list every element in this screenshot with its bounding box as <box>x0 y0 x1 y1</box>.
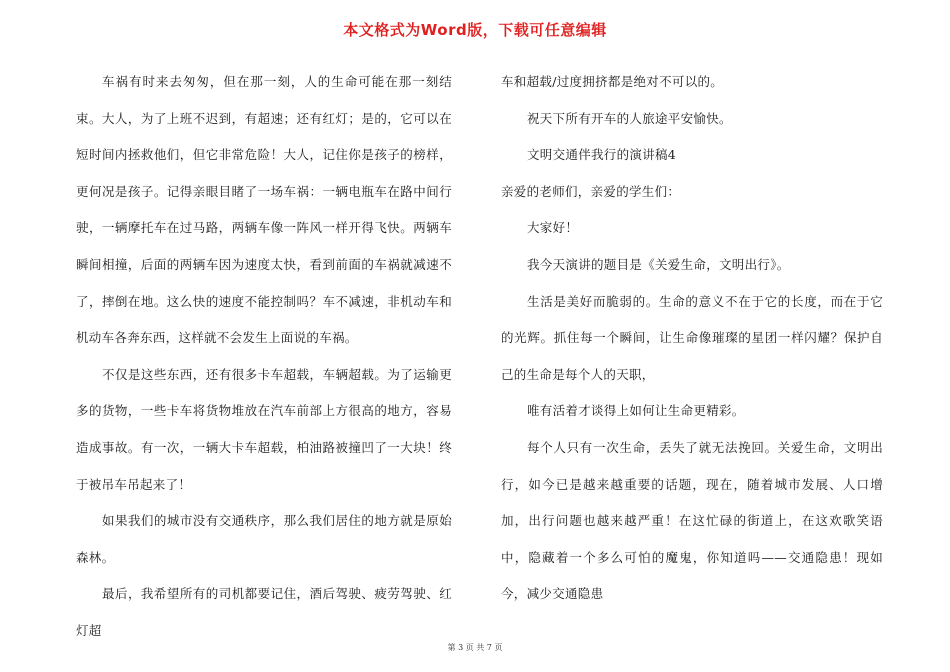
greeting: 大家好！ <box>527 220 579 236</box>
right-text-column <box>501 64 883 613</box>
salutation: 亲爱的老师们，亲爱的学生们： <box>501 183 681 199</box>
paragraph: 不仅是这些东西，还有很多卡车超载，车辆超载。为了运输更多的货物，一些卡车将货物堆放在汽车前部上方很高的地方，容易造成事故。有一次，一辆大卡车超载，柏油路被撞凹了一大块！终于被吊车吊起来了！ <box>76 366 452 492</box>
section-heading: 文明交通伴我行的演讲稿4 <box>527 147 677 163</box>
paragraph: 每个人只有一次生命，丢失了就无法挽回。关爱生命，文明出行，如今已是越来越重要的话题，现在，随着城市发展、人口增加，出行问题也越来越严重！在这忙碌的街道上，在这欢歌笑语中，隐藏着一个多么可怕的魔鬼，你知道吗——交通隐患！现如今，减少交通隐患 <box>501 439 883 602</box>
paragraph: 生活是美好而脆弱的。生命的意义不在于它的长度，而在于它的光辉。抓住每一个瞬间，让生命像璀璨的星团一样闪耀？保护自己的生命是每个人的天职， <box>501 293 883 382</box>
document-banner: 本文格式为Word版，下载可任意编辑 <box>343 21 607 39</box>
paragraph: 最后，我希望所有的司机都要记住，酒后驾驶、疲劳驾驶、红灯超 <box>76 586 452 638</box>
paragraph: 祝天下所有开车的人旅途平安愉快。 <box>527 110 732 126</box>
page-number-footer: 第 3 页 共 7 页 <box>447 643 503 652</box>
paragraph: 如果我们的城市没有交通秩序，那么我们居住的地方就是原始森林。 <box>76 513 452 565</box>
left-text-column <box>76 64 452 650</box>
paragraph: 我今天演讲的题目是《关爱生命，文明出行》。 <box>527 256 790 272</box>
paragraph: 车祸有时来去匆匆，但在那一刻，人的生命可能在那一刻结束。大人，为了上班不迟到，有超速；还有红灯；是的，它可以在短时间内拯救他们，但它非常危险！大人，记住你是孩子的榜样，更何况是孩子。记得亲眼目睹了一场车祸：一辆电瓶车在路中间行驶，一辆摩托车在过马路，两辆车像一阵风一样开得飞快。两辆车瞬间相撞，后面的两辆车因为速度太快，看到前面的车祸就减速不了，摔倒在地。这么快的速度不能控制吗？车不减速，非机动车和机动车各奔东西，这样就不会发生上面说的车祸。 <box>76 74 452 346</box>
paragraph: 车和超载/过度拥挤都是绝对不可以的。 <box>501 74 724 89</box>
paragraph: 唯有活着才谈得上如何让生命更精彩。 <box>527 403 745 419</box>
